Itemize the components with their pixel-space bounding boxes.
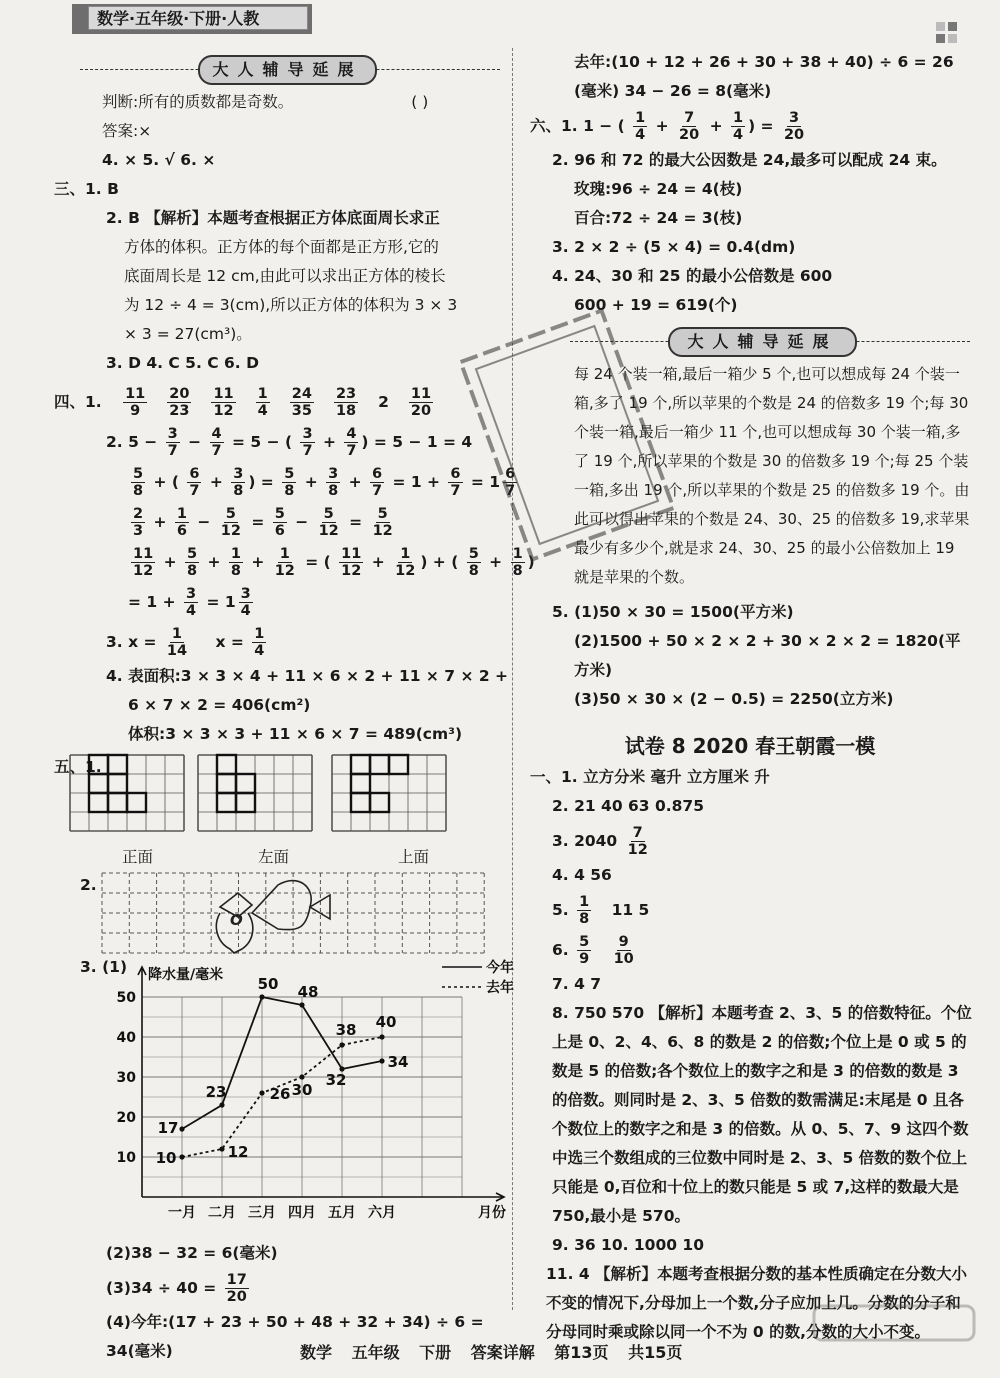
section-6-item-1: 六、1. 1 − ( $\frac{1}{4}$ + $\frac{7}{20}$ + $\frac{1}{4}$ ) = $\frac{3}{20}$ <box>530 110 805 143</box>
data-label: 34 <box>387 1053 409 1071</box>
section-4-item-2-line4: $\frac{11}{12}$ + $\frac{5}{8}$ + $\frac{1}{8}$ + $\frac{1}{12}$ = ( $\frac{11}{12}$ + $\frac{1}{12}$ ) + ( $\frac{5}{8}$ + $\frac{1}{8}$ ) <box>133 546 535 579</box>
exam8-item-4: 4. 4 56 <box>552 866 612 884</box>
section-5-item-3-4b: 34(毫米) <box>106 1342 173 1360</box>
section-4-item-2-line5: = 1 + $\frac{3}{4}$ = 1 $\frac{3}{4}$ <box>128 586 251 619</box>
data-point <box>299 1002 304 1007</box>
view-cell <box>389 755 408 774</box>
header-title: 数学·五年级·下册·人教 <box>88 6 308 30</box>
section-4-item-2-line1: 2. 5 − $\frac{3}{7}$ − $\frac{4}{7}$ = 5 − ( $\frac{3}{7}$ + $\frac{4}{7}$ ) = 5 − 1 = 4 <box>106 426 473 459</box>
x-axis-label: 月份 <box>478 1205 506 1221</box>
data-label: 50 <box>257 975 279 993</box>
section-4-item-1: 四、1. $\frac{11}{9}$ $\frac{20}{23}$ $\frac{11}{12}$ $\frac{1}{4}$ $\frac{24}{35}$ $\frac{23}{18}$ 2 $\frac{11}{20}$ <box>54 386 432 419</box>
view-label-left: 左面 <box>258 848 290 866</box>
exam8-item-9-10: 9. 36 10. 1000 10 <box>552 1236 704 1254</box>
data-label: 32 <box>325 1071 347 1089</box>
data-point <box>379 1034 384 1039</box>
view-labels <box>80 843 500 869</box>
data-label: 23 <box>205 1083 227 1101</box>
data-point <box>219 1146 224 1151</box>
page-footer: 数学 五年级 下册 答案详解 第13页 共15页 <box>300 1343 683 1362</box>
corner-mark-icon <box>936 22 958 44</box>
view-label-top: 上面 <box>398 848 430 866</box>
last-year-diff: (毫米) 34 − 26 = 8(毫米) <box>574 82 772 100</box>
exam8-item-11: 11. 4 【解析】本题考查根据分数的基本性质确定在分数大小不变的情况下,分母加上一个数,分子应加上几。分数的分子和分母同时乘或除以同一个不为 0 的数,分数的大小不变。 <box>546 1265 968 1341</box>
watermark-logo <box>810 1300 980 1360</box>
judge-question: 判断:所有的质数都是奇数。 ( ) <box>102 93 429 111</box>
y-tick-label: 30 <box>116 1070 136 1086</box>
section-6-item-5b: (2)1500 + 50 × 2 × 2 + 30 × 2 × 2 = 1820(平 <box>574 632 961 650</box>
section-4-item-2-line3: $\frac{2}{3}$ + $\frac{1}{6}$ − $\frac{5}{12}$ = $\frac{5}{6}$ − $\frac{5}{12}$ = $\frac{5}{12}$ <box>133 506 393 539</box>
y-axis-label: 降水量/毫米 <box>148 967 224 983</box>
section-5-item-1: 五、1. <box>54 753 500 843</box>
x-tick-label: 三月 <box>248 1205 276 1221</box>
data-label: 12 <box>227 1143 249 1161</box>
answer-fraction: $\frac{23}{18}$ <box>335 386 357 419</box>
data-label: 30 <box>291 1081 313 1099</box>
last-year-average: 去年:(10 + 12 + 26 + 30 + 38 + 40) ÷ 6 = 26 <box>574 53 954 71</box>
data-label: 48 <box>297 983 319 1001</box>
column-divider <box>512 48 513 1310</box>
view-cell <box>89 774 108 793</box>
data-point <box>259 994 264 999</box>
section-3-item-2-line2: 方体的体积。正方体的每个面都是正方形,它的 <box>124 238 439 256</box>
y-tick-label: 50 <box>116 990 136 1006</box>
view-cell <box>89 793 108 812</box>
section-5-item-3-2: (2)38 − 32 = 6(毫米) <box>106 1244 278 1262</box>
section-4-item-4-line2: 6 × 7 × 2 = 406(cm²) <box>128 696 311 714</box>
data-point <box>299 1074 304 1079</box>
data-label: 17 <box>157 1119 179 1137</box>
view-cell <box>217 774 236 793</box>
section-6-item-2-lily: 百合:72 ÷ 24 = 3(枝) <box>574 209 743 227</box>
y-tick-label: 20 <box>116 1110 136 1126</box>
axis-symmetry-grid-figure <box>102 873 484 955</box>
section-6-item-4: 4. 24、30 和 25 的最小公倍数是 600 <box>552 267 833 285</box>
data-label: 40 <box>375 1013 397 1031</box>
data-point <box>219 1102 224 1107</box>
exam8-item-1: 一、1. 立方分米 毫升 立方厘米 升 <box>530 768 770 786</box>
three-views-figure <box>70 755 470 843</box>
answer-fraction: $\frac{11}{20}$ <box>410 386 432 419</box>
precipitation-line-chart <box>102 957 514 1237</box>
y-tick-label: 10 <box>116 1150 136 1166</box>
view-cell <box>351 774 370 793</box>
answer-fraction: $\frac{11}{12}$ <box>213 386 234 419</box>
section-5-item-3-4: (4)今年:(17 + 23 + 50 + 48 + 32 + 34) ÷ 6 = <box>106 1313 484 1331</box>
section-5-item-3-3: (3)34 ÷ 40 = $\frac{17}{20}$ <box>106 1272 247 1305</box>
section-4-item-3: 3. x = $\frac{1}{14}$ x = $\frac{1}{4}$ <box>106 626 265 659</box>
left-column <box>54 48 535 1366</box>
section-6-item-2-rose: 玫瑰:96 ÷ 24 = 4(枝) <box>574 180 743 198</box>
view-cell <box>217 793 236 812</box>
section-6-item-5c: 方米) <box>574 661 613 679</box>
x-tick-label: 四月 <box>288 1205 316 1221</box>
guidance-banner-right: 大人辅导延展 <box>530 324 970 358</box>
y-tick-label: 40 <box>116 1030 136 1046</box>
view-cell <box>108 793 127 812</box>
section-4-item-4-line1: 4. 表面积:3 × 3 × 4 + 11 × 6 × 2 + 11 × 7 × 2 + <box>106 667 509 685</box>
section-3-item-2: 2. B 【解析】本题考查根据正方体底面周长求正 <box>106 209 440 227</box>
data-point <box>179 1126 184 1131</box>
exam8-item-2: 2. 21 40 63 0.875 <box>552 797 704 815</box>
data-label: 10 <box>155 1149 177 1167</box>
view-cell <box>351 755 370 774</box>
right-column <box>530 48 970 1347</box>
answer-integer: 2 <box>378 393 389 411</box>
section-3-item-2-line5: × 3 = 27(cm³)。 <box>124 325 252 343</box>
view-cell <box>351 793 370 812</box>
answer-fraction: $\frac{24}{35}$ <box>291 386 312 419</box>
legend-label: 去年 <box>486 980 514 996</box>
data-point <box>179 1154 184 1159</box>
section-6-item-5a: 5. (1)50 × 30 = 1500(平方米) <box>552 603 794 621</box>
section-3-item-1: 三、1. B <box>54 180 119 198</box>
section-6-item-2: 2. 96 和 72 的最大公因数是 24,最多可以配成 24 束。 <box>552 151 947 169</box>
exam8-item-5: 5. $\frac{1}{8}$ 11 5 <box>552 894 650 927</box>
section-6-item-3: 3. 2 × 2 ÷ (5 × 4) = 0.4(dm) <box>552 238 796 256</box>
exam8-item-8: 8. 750 570 【解析】本题考查 2、3、5 的倍数特征。个位上是 0、2、4、6、8 的数是 2 的倍数;个位上是 0 或 5 的数是 5 的倍数;各个数位上的数字之和是 3 的倍数的数是 3 的倍数。则同时是 2、3、5 倍数的数需满足:末尾是 0 且各个数位上的数字之和是 3 的倍数。从 0、5、7、9 这四个数中选三个数组成的三位数中同时是 2、3、5 倍数的数个位上只能是 0,百位和十位上的数只能是 5 或 7,这样的数最大是 750,最小是 570。 <box>552 1004 972 1225</box>
stamp-seal <box>462 300 672 570</box>
view-cell <box>108 774 127 793</box>
data-point <box>379 1058 384 1063</box>
section-5-item-2: 2. O <box>80 869 500 953</box>
view-cell <box>236 774 255 793</box>
view-cell <box>370 755 389 774</box>
x-tick-label: 二月 <box>208 1205 236 1221</box>
data-label: 26 <box>269 1085 291 1103</box>
section-4-item-4-line3: 体积:3 × 3 × 3 + 11 × 6 × 7 = 489(cm³) <box>128 725 463 743</box>
exam8-item-3: 3. 2040 $\frac{7}{12}$ <box>552 825 648 858</box>
data-point <box>339 1042 344 1047</box>
section-6-item-5d: (3)50 × 30 × (2 − 0.5) = 2250(立方米) <box>574 690 894 708</box>
guidance-explanation: 每 24 个装一箱,最后一箱少 5 个,也可以想成每 24 个装一箱,多了 19 个,所以苹果的个数是 24 的倍数多 19 个;每 30 个装一箱,最后一箱少 11 个,也可以想成每 30 个装一箱,多了 19 个,所以苹果的个数是 30 的倍数多 19 个;每 25 个装一箱,多出 19 个,所以苹果的个数是 25 的倍数多 19 个。由此可以得出苹果的个数是 24、30、25 的倍数多 19,求苹果最少有多少个,就是求 24、30、25 的最小公倍数加上 19 就是苹果的个数。 <box>574 365 970 586</box>
section-3-items-3-6: 3. D 4. C 5. C 6. D <box>106 354 259 372</box>
x-tick-label: 一月 <box>168 1205 196 1221</box>
view-cell <box>236 793 255 812</box>
x-tick-label: 五月 <box>328 1205 356 1221</box>
judge-answer: 答案:× <box>102 122 152 140</box>
view-cell <box>217 755 236 774</box>
data-label: 38 <box>335 1021 357 1039</box>
section-3-item-2-line4: 为 12 ÷ 4 = 3(cm),所以正方体的体积为 3 × 3 <box>124 296 458 314</box>
section-6-item-4b: 600 + 19 = 619(个) <box>574 296 738 314</box>
data-point <box>259 1090 264 1095</box>
view-cell <box>108 755 127 774</box>
section-3-item-2-line3: 底面周长是 12 cm,由此可以求出正方体的棱长 <box>124 267 446 285</box>
view-label-front: 正面 <box>122 848 154 866</box>
guidance-banner-left: 大人辅导延展 <box>80 52 500 86</box>
answer-fraction: $\frac{20}{23}$ <box>169 386 190 419</box>
answer-fraction: $\frac{1}{4}$ <box>257 386 268 419</box>
view-cell <box>127 793 146 812</box>
section-4-item-2-line2: $\frac{5}{8}$ + ( $\frac{6}{7}$ + $\frac{3}{8}$ ) = $\frac{5}{8}$ + $\frac{3}{8}$ + $\frac{6}{7}$ = 1 + $\frac{6}{7}$ = 1 $\frac{6}{7}$ <box>133 466 516 499</box>
view-cell <box>89 755 108 774</box>
answers-4-6: 4. × 5. √ 6. × <box>102 151 216 169</box>
exam-8-title: 试卷 8 2020 春王朝霞一模 <box>624 734 876 758</box>
exam8-item-6: 6. $\frac{5}{9}$ $\frac{9}{10}$ <box>552 934 634 967</box>
svg-text:O: O <box>230 911 243 929</box>
legend-label: 今年 <box>486 960 514 976</box>
view-cell <box>370 793 389 812</box>
exam8-item-7: 7. 4 7 <box>552 975 602 993</box>
x-tick-label: 六月 <box>368 1205 396 1221</box>
answer-fraction: $\frac{11}{9}$ <box>125 386 146 419</box>
section-5-item-3: 3. (1) 降水量/毫米 10 20 30 40 50 一月 二月 三月 四月 五月 六月 月份 17 23 50 48 32 34 今年 10 12 26 30 38 40 去年 <box>80 953 500 1239</box>
